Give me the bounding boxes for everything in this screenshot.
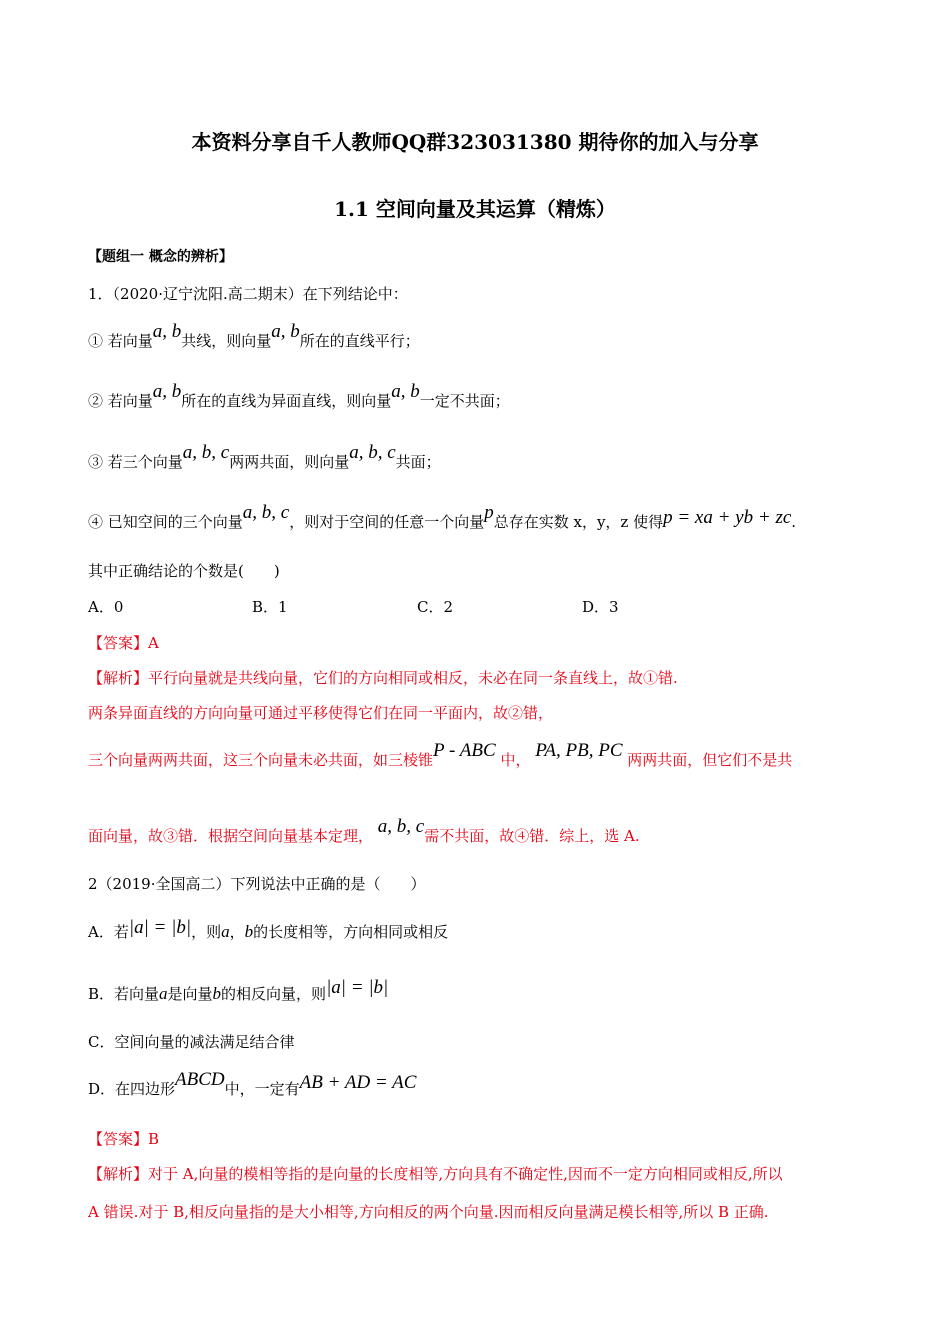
math-expr: b [212,984,222,1003]
q1-option-d: D．3 [582,598,619,616]
math-expr: a [221,922,230,941]
math-expr: a, b [271,321,300,342]
q1-statement-3: ③ 若三个向量a, b, c两两共面，则向量a, b, c共面； [88,442,441,471]
math-expr: a, b, c [242,502,290,523]
math-expr: a, b, c [349,442,396,463]
section-title: 1.1 空间向量及其运算（精炼） [334,197,616,221]
math-expr: a, b [391,381,420,402]
math-expr: PA, PB, PC [535,740,623,761]
math-expr: p [484,502,494,523]
q2-option-a: A．若|a| = |b|，则a，b的长度相等，方向相同或相反 [88,917,449,941]
header-title: 本资料分享自千人教师QQ群323031380 期待你的加入与分享 [191,130,759,154]
q2-explanation-2: A 错误.对于 B,相反向量指的是大小相等,方向相反的两个向量.因而相反向量满足模长相等,所以 B 正确. [88,1203,769,1221]
q2-stem: 2（2019·全国高二）下列说法中正确的是（ ） [88,875,426,893]
q1-explanation-1: 【解析】平行向量就是共线向量，它们的方向相同或相反，未必在同一条直线上，故①错. [88,669,678,687]
math-expr: |a| = |b| [128,917,192,938]
math-expr: a [159,984,168,1003]
math-expr: a, b, c [377,816,425,837]
q2-option-d: D．在四边形ABCD中，一定有AB + AD = AC [88,1069,417,1098]
q1-explanation-3: 三个向量两两共面，这三个向量未必共面，如三棱锥P - ABC 中， PA, PB, PC 两两共面，但它们不是共 [88,740,793,769]
q2-answer: 【答案】B [88,1130,160,1148]
math-expr: a, b, c [182,442,230,463]
q1-option-c: C．2 [417,598,454,616]
math-expr: p = xa + yb + zc [663,507,792,528]
q1-statement-2: ② 若向量a, b所在的直线为异面直线，则向量a, b一定不共面； [88,381,510,410]
q1-statement-4: ④ 已知空间的三个向量a, b, c，则对于空间的任意一个向量p总存在实数 x，y，z 使得p = xa + yb + zc. [88,502,797,531]
math-expr: ABCD [175,1069,225,1090]
q1-option-a: A．0 [88,598,124,616]
math-expr: a, b [152,321,182,342]
group-label: 【题组一 概念的辨析】 [88,249,233,265]
q1-option-b: B．1 [252,598,288,616]
q1-stem: 1．（2020·辽宁沈阳.高二期末）在下列结论中： [88,285,408,303]
q1-explanation-4: 面向量，故③错．根据空间向量基本定理， a, b, c需不共面，故④错．综上，选 A. [88,816,640,845]
q2-explanation-1: 【解析】对于 A,向量的模相等指的是向量的长度相等,方向具有不确定性,因而不一定方向相同或相反,所以 [88,1165,783,1183]
math-expr: |a| = |b| [326,977,389,998]
q2-option-c: C．空间向量的减法满足结合律 [88,1033,295,1051]
math-expr: AB + AD = AC [299,1072,417,1093]
math-expr: a, b [152,381,182,402]
q1-question: 其中正确结论的个数是( ) [88,562,280,580]
q2-option-b: B．若向量a是向量b的相反向量，则|a| = |b| [88,977,389,1003]
q1-explanation-2: 两条异面直线的方向向量可通过平移使得它们在同一平面内，故②错， [88,704,554,722]
math-expr: P - ABC [433,740,496,761]
q1-answer: 【答案】A [88,634,159,652]
math-expr: b [244,922,254,941]
q1-statement-1: ① 若向量a, b共线，则向量a, b所在的直线平行； [88,321,420,350]
